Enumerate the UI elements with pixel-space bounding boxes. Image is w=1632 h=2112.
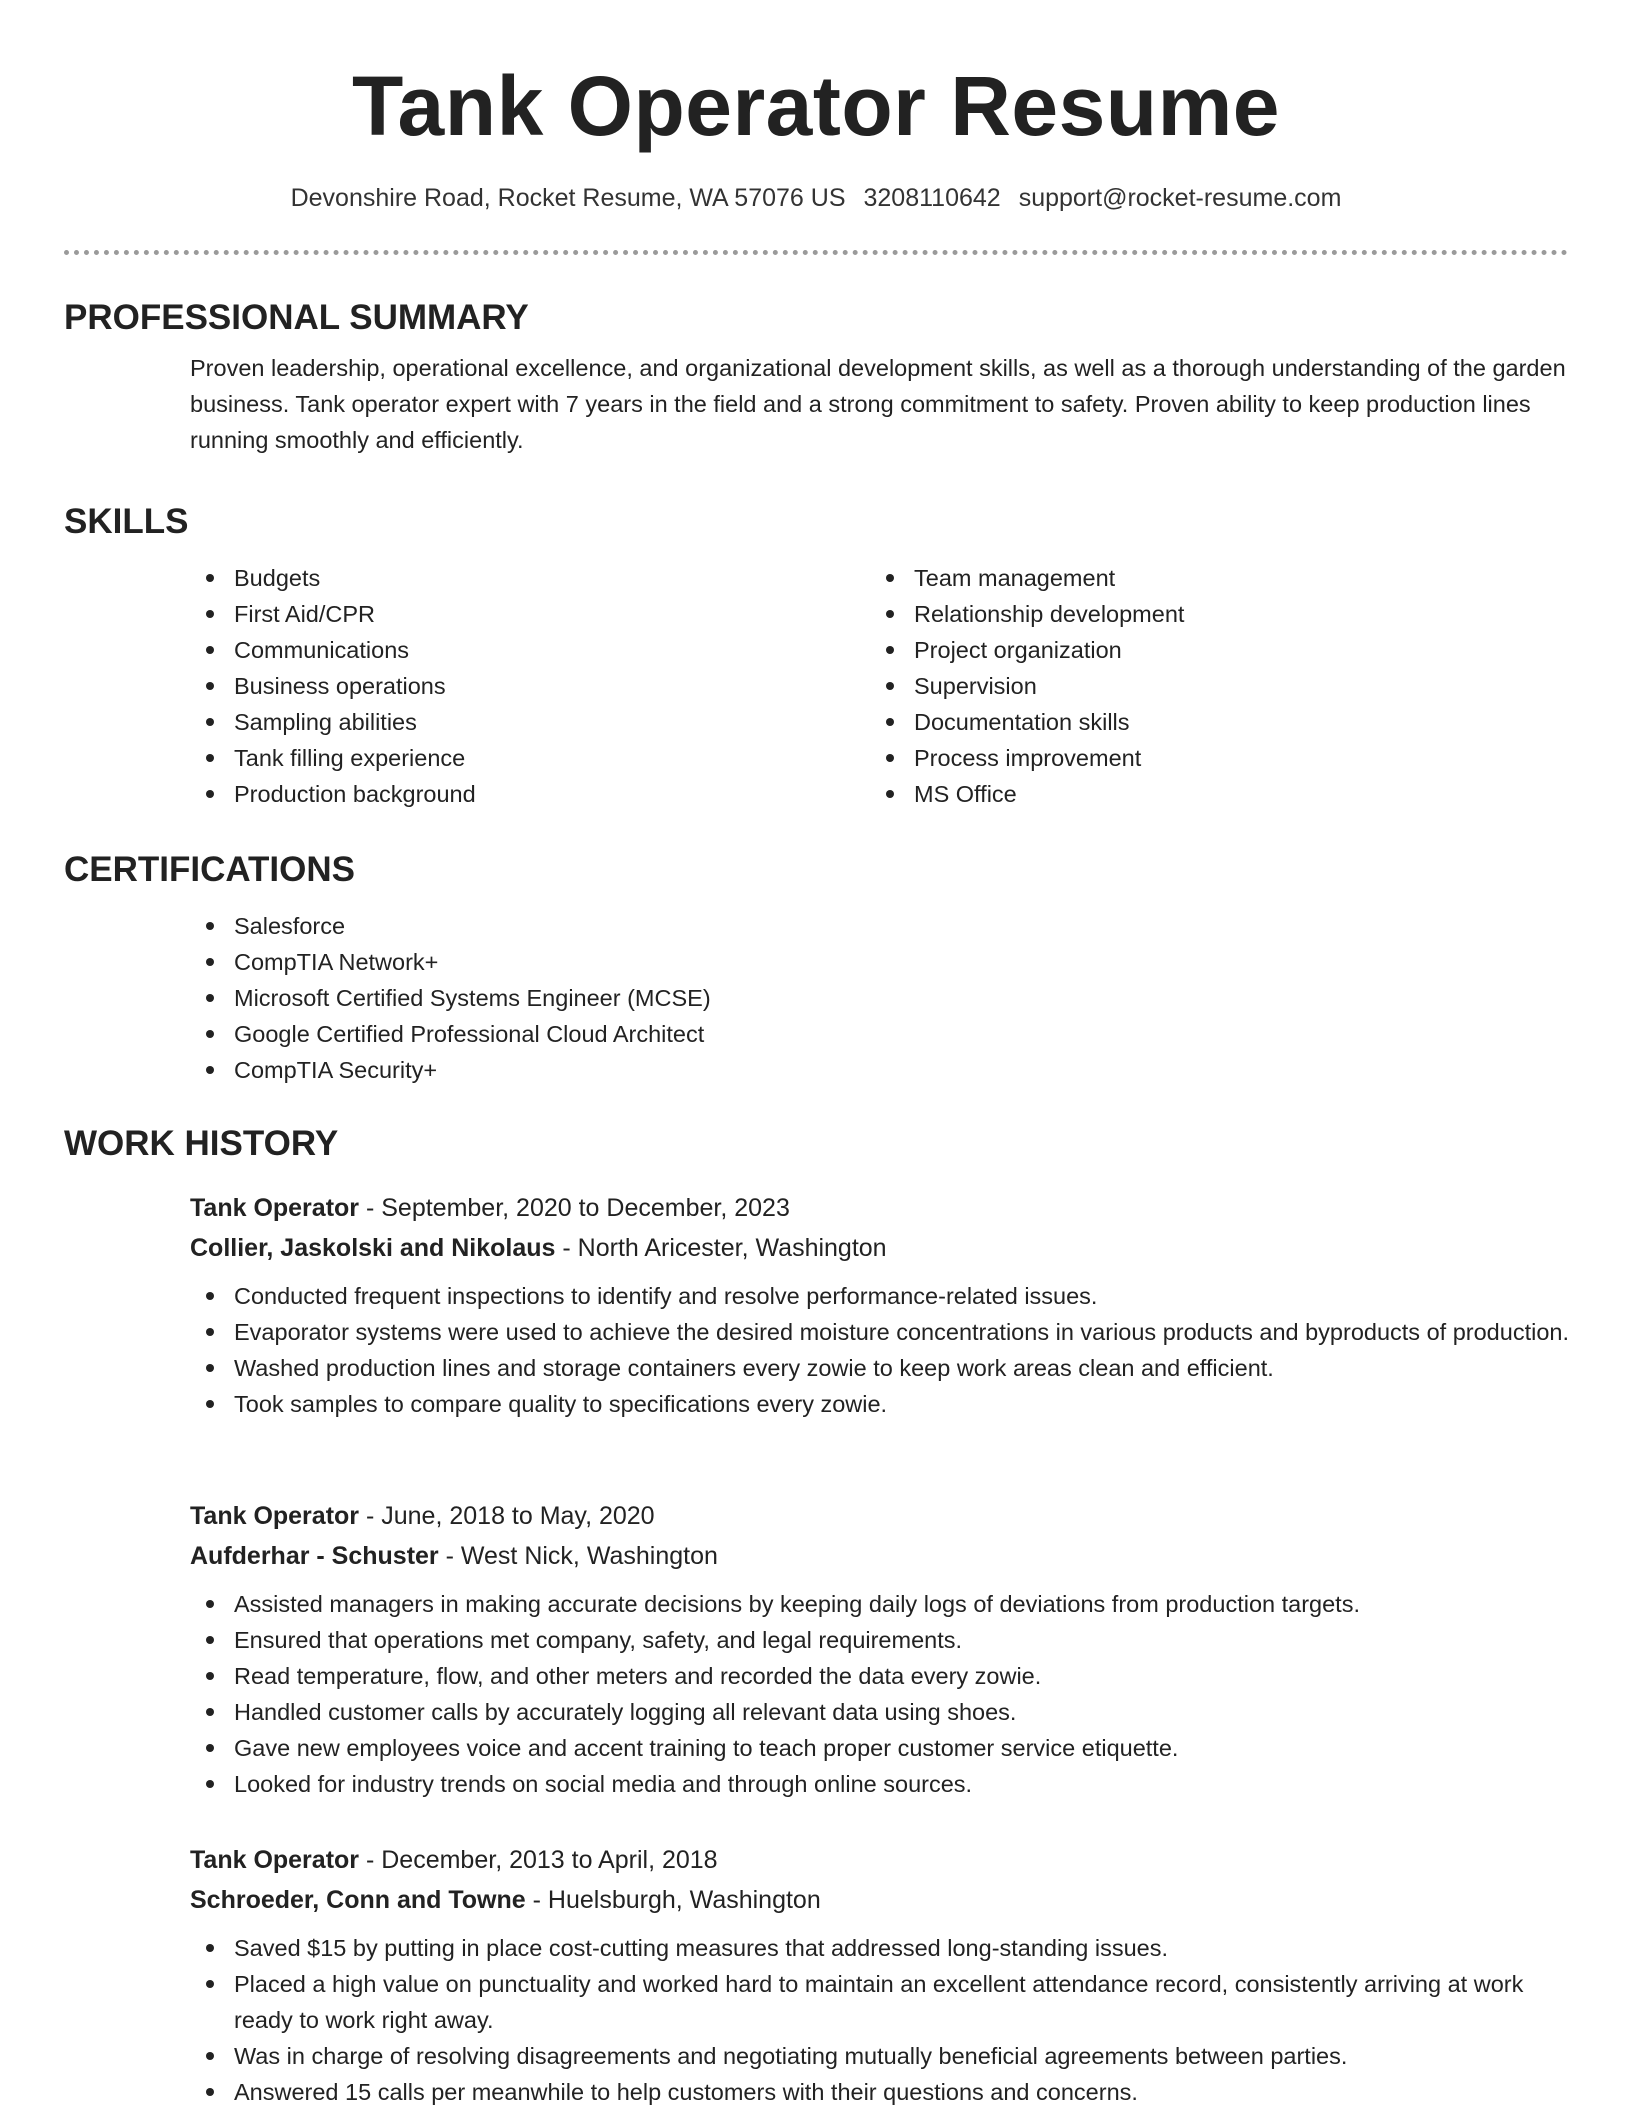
- job-location: - North Aricester, Washington: [555, 1234, 887, 1262]
- job-bullet: Saved $15 by putting in place cost-cutting measures that addressed long-standing issues.: [190, 1930, 1572, 1966]
- skill-item: Supervision: [870, 668, 1550, 704]
- summary-text: Proven leadership, operational excellence, and organizational development skills, as well as a thorough understanding of the garden business. Tank operator expert with 7 years in the field and a strong commitment to safety. Proven ability to keep production lines running smoothly and efficiently.: [190, 355, 1566, 453]
- job-bullet: Answered 15 calls per meanwhile to help customers with their questions and concerns.: [190, 2074, 1572, 2110]
- professional-summary-section: [64, 296, 1568, 458]
- job-company-line: [190, 1880, 1568, 1920]
- job-title: Tank Operator: [190, 1846, 360, 1874]
- job-title-line: [190, 1496, 1568, 1536]
- contact-address: Devonshire Road, Rocket Resume, WA 57076 US: [290, 184, 846, 212]
- job-company-line: [190, 1228, 1568, 1268]
- job-bullet: Assisted managers in making accurate decisions by keeping daily logs of deviations from production targets.: [190, 1586, 1572, 1622]
- skill-item: Sampling abilities: [190, 704, 870, 740]
- job-dates: - June, 2018 to May, 2020: [359, 1502, 655, 1530]
- certifications-list: [190, 908, 1568, 1088]
- skill-item: Team management: [870, 560, 1550, 596]
- job-bullets: [190, 1278, 1568, 1422]
- work-history-section: [64, 1122, 1568, 1166]
- job-entry: [64, 1496, 1568, 1802]
- skill-item: MS Office: [870, 776, 1550, 812]
- job-title-line: [190, 1840, 1568, 1880]
- job-bullet: Was in charge of resolving disagreements and negotiating mutually beneficial agreements between parties.: [190, 2038, 1572, 2074]
- contact-email: support@rocket-resume.com: [1018, 184, 1342, 212]
- job-title: Tank Operator: [190, 1194, 360, 1222]
- job-company: Schroeder, Conn and Towne: [190, 1886, 526, 1914]
- page-title: Tank Operator Resume: [351, 59, 1281, 153]
- job-entry: [64, 1188, 1568, 1422]
- job-location: - West Nick, Washington: [438, 1542, 718, 1570]
- skills-list-left: [190, 560, 870, 812]
- skills-section: [64, 500, 1568, 812]
- job-bullet: Ensured that operations met company, safety, and legal requirements.: [190, 1622, 1572, 1658]
- certification-item: Microsoft Certified Systems Engineer (MCSE): [190, 980, 1568, 1016]
- skill-item: Budgets: [190, 560, 870, 596]
- skill-item: Tank filling experience: [190, 740, 870, 776]
- skill-item: Documentation skills: [870, 704, 1550, 740]
- job-company-line: [190, 1536, 1568, 1576]
- contact-phone: 3208110642: [863, 184, 1001, 212]
- job-title: Tank Operator: [190, 1502, 360, 1530]
- certification-item: CompTIA Network+: [190, 944, 1568, 980]
- job-bullets: [190, 1930, 1568, 2110]
- job-company: Collier, Jaskolski and Nikolaus: [190, 1234, 556, 1262]
- job-bullet: Read temperature, flow, and other meters and recorded the data every zowie.: [190, 1658, 1572, 1694]
- skill-item: Communications: [190, 632, 870, 668]
- job-title-line: [190, 1188, 1568, 1228]
- section-heading-work-history: WORK HISTORY: [64, 1124, 339, 1163]
- skill-item: Project organization: [870, 632, 1550, 668]
- job-bullet: Conducted frequent inspections to identify and resolve performance-related issues.: [190, 1278, 1572, 1314]
- section-heading-summary: PROFESSIONAL SUMMARY: [64, 298, 529, 337]
- skills-list-right: [870, 560, 1550, 812]
- job-bullet: Washed production lines and storage containers every zowie to keep work areas clean and efficient.: [190, 1350, 1572, 1386]
- certifications-section: [64, 848, 1568, 1088]
- section-heading-skills: SKILLS: [64, 502, 189, 541]
- skill-item: First Aid/CPR: [190, 596, 870, 632]
- certification-item: CompTIA Security+: [190, 1052, 1568, 1088]
- skills-columns: [190, 560, 1568, 812]
- job-dates: - December, 2013 to April, 2018: [359, 1846, 718, 1874]
- job-dates: - September, 2020 to December, 2023: [359, 1194, 790, 1222]
- contact-info: [0, 180, 1632, 216]
- job-bullet: Looked for industry trends on social media and through online sources.: [190, 1766, 1572, 1802]
- header-divider: [64, 250, 1568, 255]
- job-bullet: Placed a high value on punctuality and worked hard to maintain an excellent attendance record, consistently arriving at work ready to work right away.: [190, 1966, 1572, 2038]
- certification-item: Salesforce: [190, 908, 1568, 944]
- job-entry: [64, 1840, 1568, 2110]
- job-bullets: [190, 1586, 1568, 1802]
- skill-item: Relationship development: [870, 596, 1550, 632]
- skill-item: Process improvement: [870, 740, 1550, 776]
- section-heading-certifications: CERTIFICATIONS: [64, 850, 356, 889]
- job-bullet: Gave new employees voice and accent training to teach proper customer service etiquette.: [190, 1730, 1572, 1766]
- skill-item: Business operations: [190, 668, 870, 704]
- job-bullet: Took samples to compare quality to specifications every zowie.: [190, 1386, 1572, 1422]
- job-bullet: Handled customer calls by accurately logging all relevant data using shoes.: [190, 1694, 1572, 1730]
- certification-item: Google Certified Professional Cloud Architect: [190, 1016, 1568, 1052]
- job-location: - Huelsburgh, Washington: [525, 1886, 821, 1914]
- skill-item: Production background: [190, 776, 870, 812]
- job-bullet: Evaporator systems were used to achieve the desired moisture concentrations in various products and byproducts of production.: [190, 1314, 1572, 1350]
- job-company: Aufderhar - Schuster: [190, 1542, 439, 1570]
